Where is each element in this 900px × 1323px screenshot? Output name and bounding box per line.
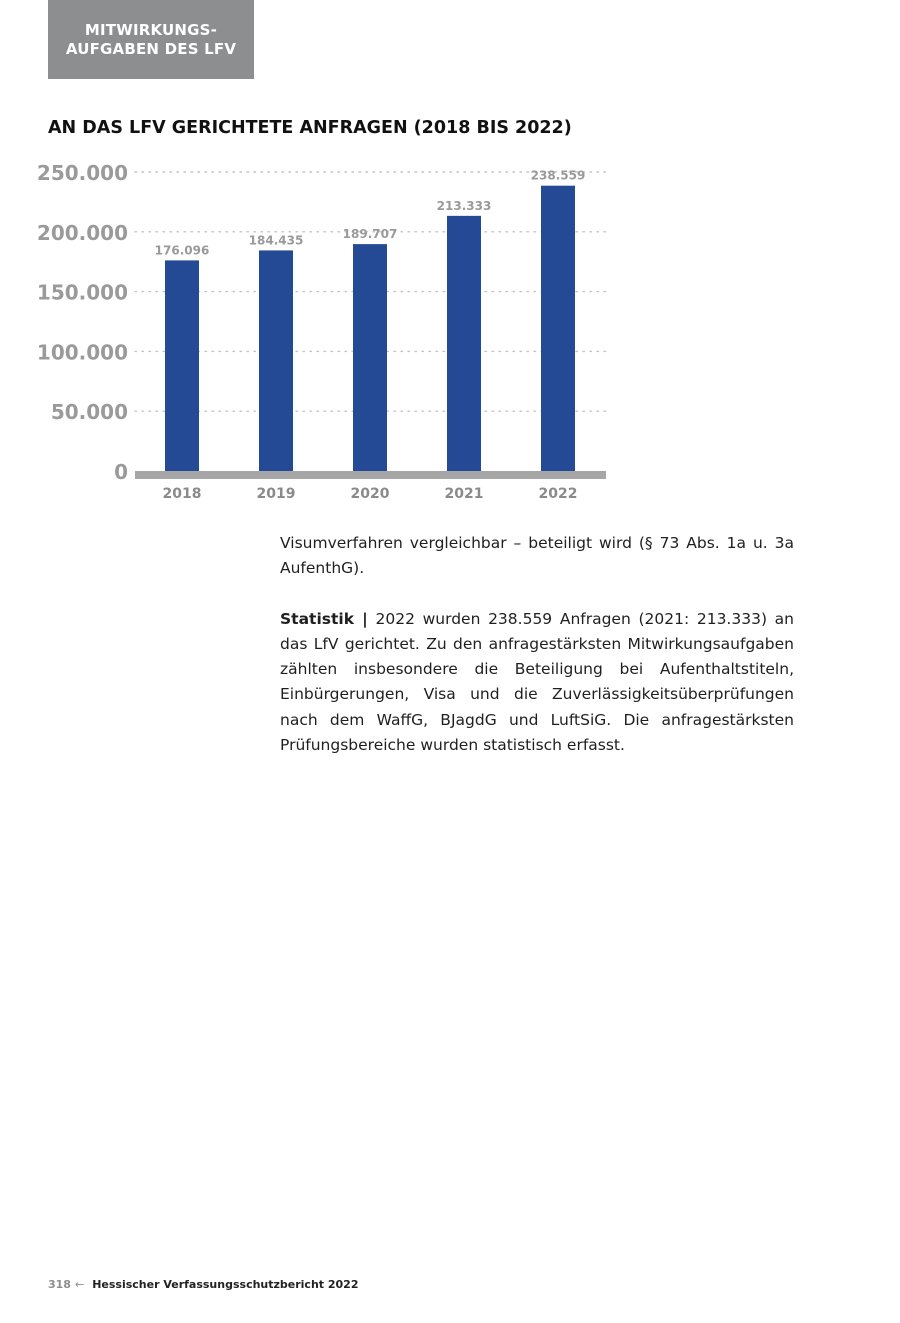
x-tick-label-2021: 2021 xyxy=(444,486,484,502)
x-axis-baseline xyxy=(135,471,606,479)
statistik-lead: Statistik | xyxy=(280,609,368,628)
paragraph-statistik xyxy=(280,607,794,759)
value-label-2020: 189.707 xyxy=(342,227,398,242)
statistik-text: 2022 wurden 238.559 Anfragen (2021: 213.333) an das LfV gerichtet. Zu den anfragestärksten Mitwirkungsaufgaben zählten insbesondere die Beteiligung bei Aufenthaltstiteln, Einbürgerungen, Visa und die Zuverlässigkeitsüberprüfungen nach dem WaffG, BJagdG und LuftSiG. Die anfragestärksten Prüfungsbereiche wurden statistisch erfasst. xyxy=(280,609,794,755)
bar-2018 xyxy=(165,260,199,471)
bar-2022 xyxy=(541,186,575,471)
value-labels xyxy=(155,169,586,258)
section-tab-line2: AUFGABEN DES LFV xyxy=(65,39,237,58)
x-axis-tick-labels xyxy=(163,486,578,502)
back-arrow-icon[interactable]: ← xyxy=(74,1278,85,1291)
y-tick-label: 100.000 xyxy=(36,340,128,365)
y-tick-label: 50.000 xyxy=(50,400,128,425)
y-tick-label: 250.000 xyxy=(36,161,128,185)
value-label-2022: 238.559 xyxy=(530,168,586,183)
y-axis-tick-labels xyxy=(37,161,128,484)
bar-chart xyxy=(0,150,640,515)
bar-2020 xyxy=(353,244,387,471)
y-tick-label: 150.000 xyxy=(36,280,128,305)
paragraph-continued: Visumverfahren vergleichbar – beteiligt wird (§ 73 Abs. 1a u. 3a AufenthG). xyxy=(280,534,794,578)
body-text xyxy=(280,531,794,758)
value-label-2021: 213.333 xyxy=(436,198,492,213)
value-label-2019: 184.435 xyxy=(248,233,304,248)
chart-title: AN DAS LFV GERICHTETE ANFRAGEN (2018 BIS 2022) xyxy=(48,118,572,138)
section-tab-line1: MITWIRKUNGS- xyxy=(84,20,218,39)
bar-2019 xyxy=(259,250,293,471)
bar-2021 xyxy=(447,216,481,471)
x-tick-label-2022: 2022 xyxy=(538,486,578,502)
x-tick-label-2019: 2019 xyxy=(256,486,296,502)
value-label-2018: 176.096 xyxy=(154,243,210,258)
x-tick-label-2020: 2020 xyxy=(350,486,390,502)
page-number: 318 xyxy=(48,1278,71,1291)
page-footer xyxy=(48,1278,359,1291)
publication-title: Hessischer Verfassungsschutzbericht 2022 xyxy=(92,1278,359,1291)
x-tick-label-2018: 2018 xyxy=(162,486,202,502)
y-tick-label: 0 xyxy=(114,460,128,484)
y-tick-label: 200.000 xyxy=(36,220,128,245)
section-tab xyxy=(48,0,254,79)
